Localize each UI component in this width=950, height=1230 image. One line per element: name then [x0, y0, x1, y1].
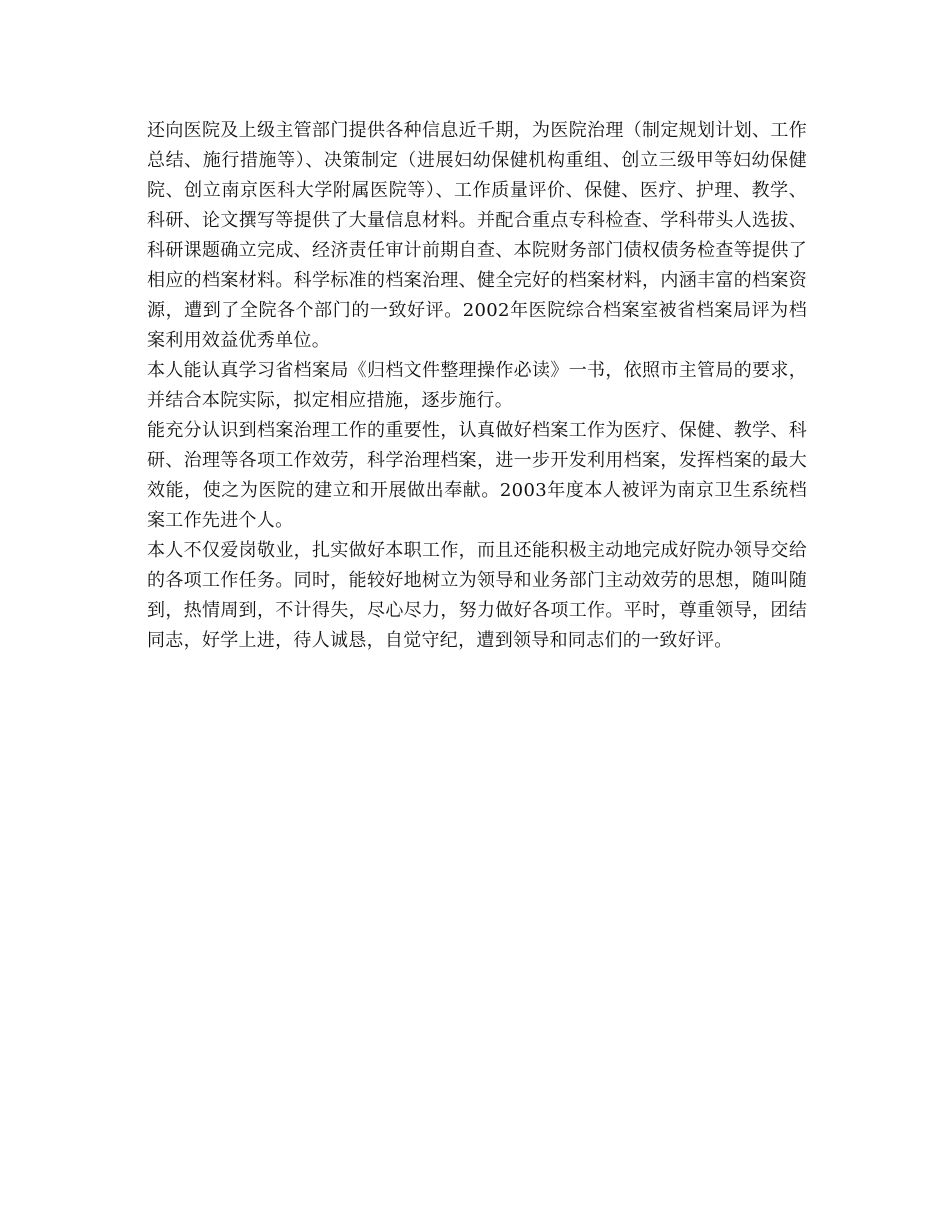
document-body: [147, 116, 807, 656]
paragraph-archive-importance: 能充分认识到档案治理工作的重要性，认真做好档案工作为医疗、保健、教学、科研、治理等各项工作效劳，科学治理档案，进一步开发利用档案，发挥档案的最大效能，使之为医院的建立和开展做出奉献。2003年度本人被评为南京卫生系统档案工作先进个人。: [147, 420, 807, 531]
paragraph-archive-services: 还向医院及上级主管部门提供各种信息近千期，为医院治理（制定规划计划、工作总结、施行措施等）、决策制定（进展妇幼保健机构重组、创立三级甲等妇幼保健院、创立南京医科大学附属医院等）、工作质量评价、保健、医疗、护理、教学、科研、论文撰写等提供了大量信息材料。并配合重点专科检查、学科带头人选拔、科研课题确立完成、经济责任审计前期自查、本院财务部门债权债务检查等提供了相应的档案材料。科学标准的档案治理、健全完好的档案材料，内涵丰富的档案资源，遭到了全院各个部门的一致好评。2002年医院综合档案室被省档案局评为档案利用效益优秀单位。: [147, 120, 807, 351]
paragraph-work-attitude: 本人不仅爱岗敬业，扎实做好本职工作，而且还能积极主动地完成好院办领导交给的各项工作任务。同时，能较好地树立为领导和业务部门主动效劳的思想，随叫随到，热情周到，不计得失，尽心尽力，努力做好各项工作。平时，尊重领导，团结同志，好学上进，待人诚恳，自觉守纪，遭到领导和同志们的一致好评。: [147, 540, 807, 651]
paragraph-study-guidelines: 本人能认真学习省档案局《归档文件整理操作必读》一书，依照市主管局的要求，并结合本院实际，拟定相应措施，逐步施行。: [147, 360, 807, 411]
